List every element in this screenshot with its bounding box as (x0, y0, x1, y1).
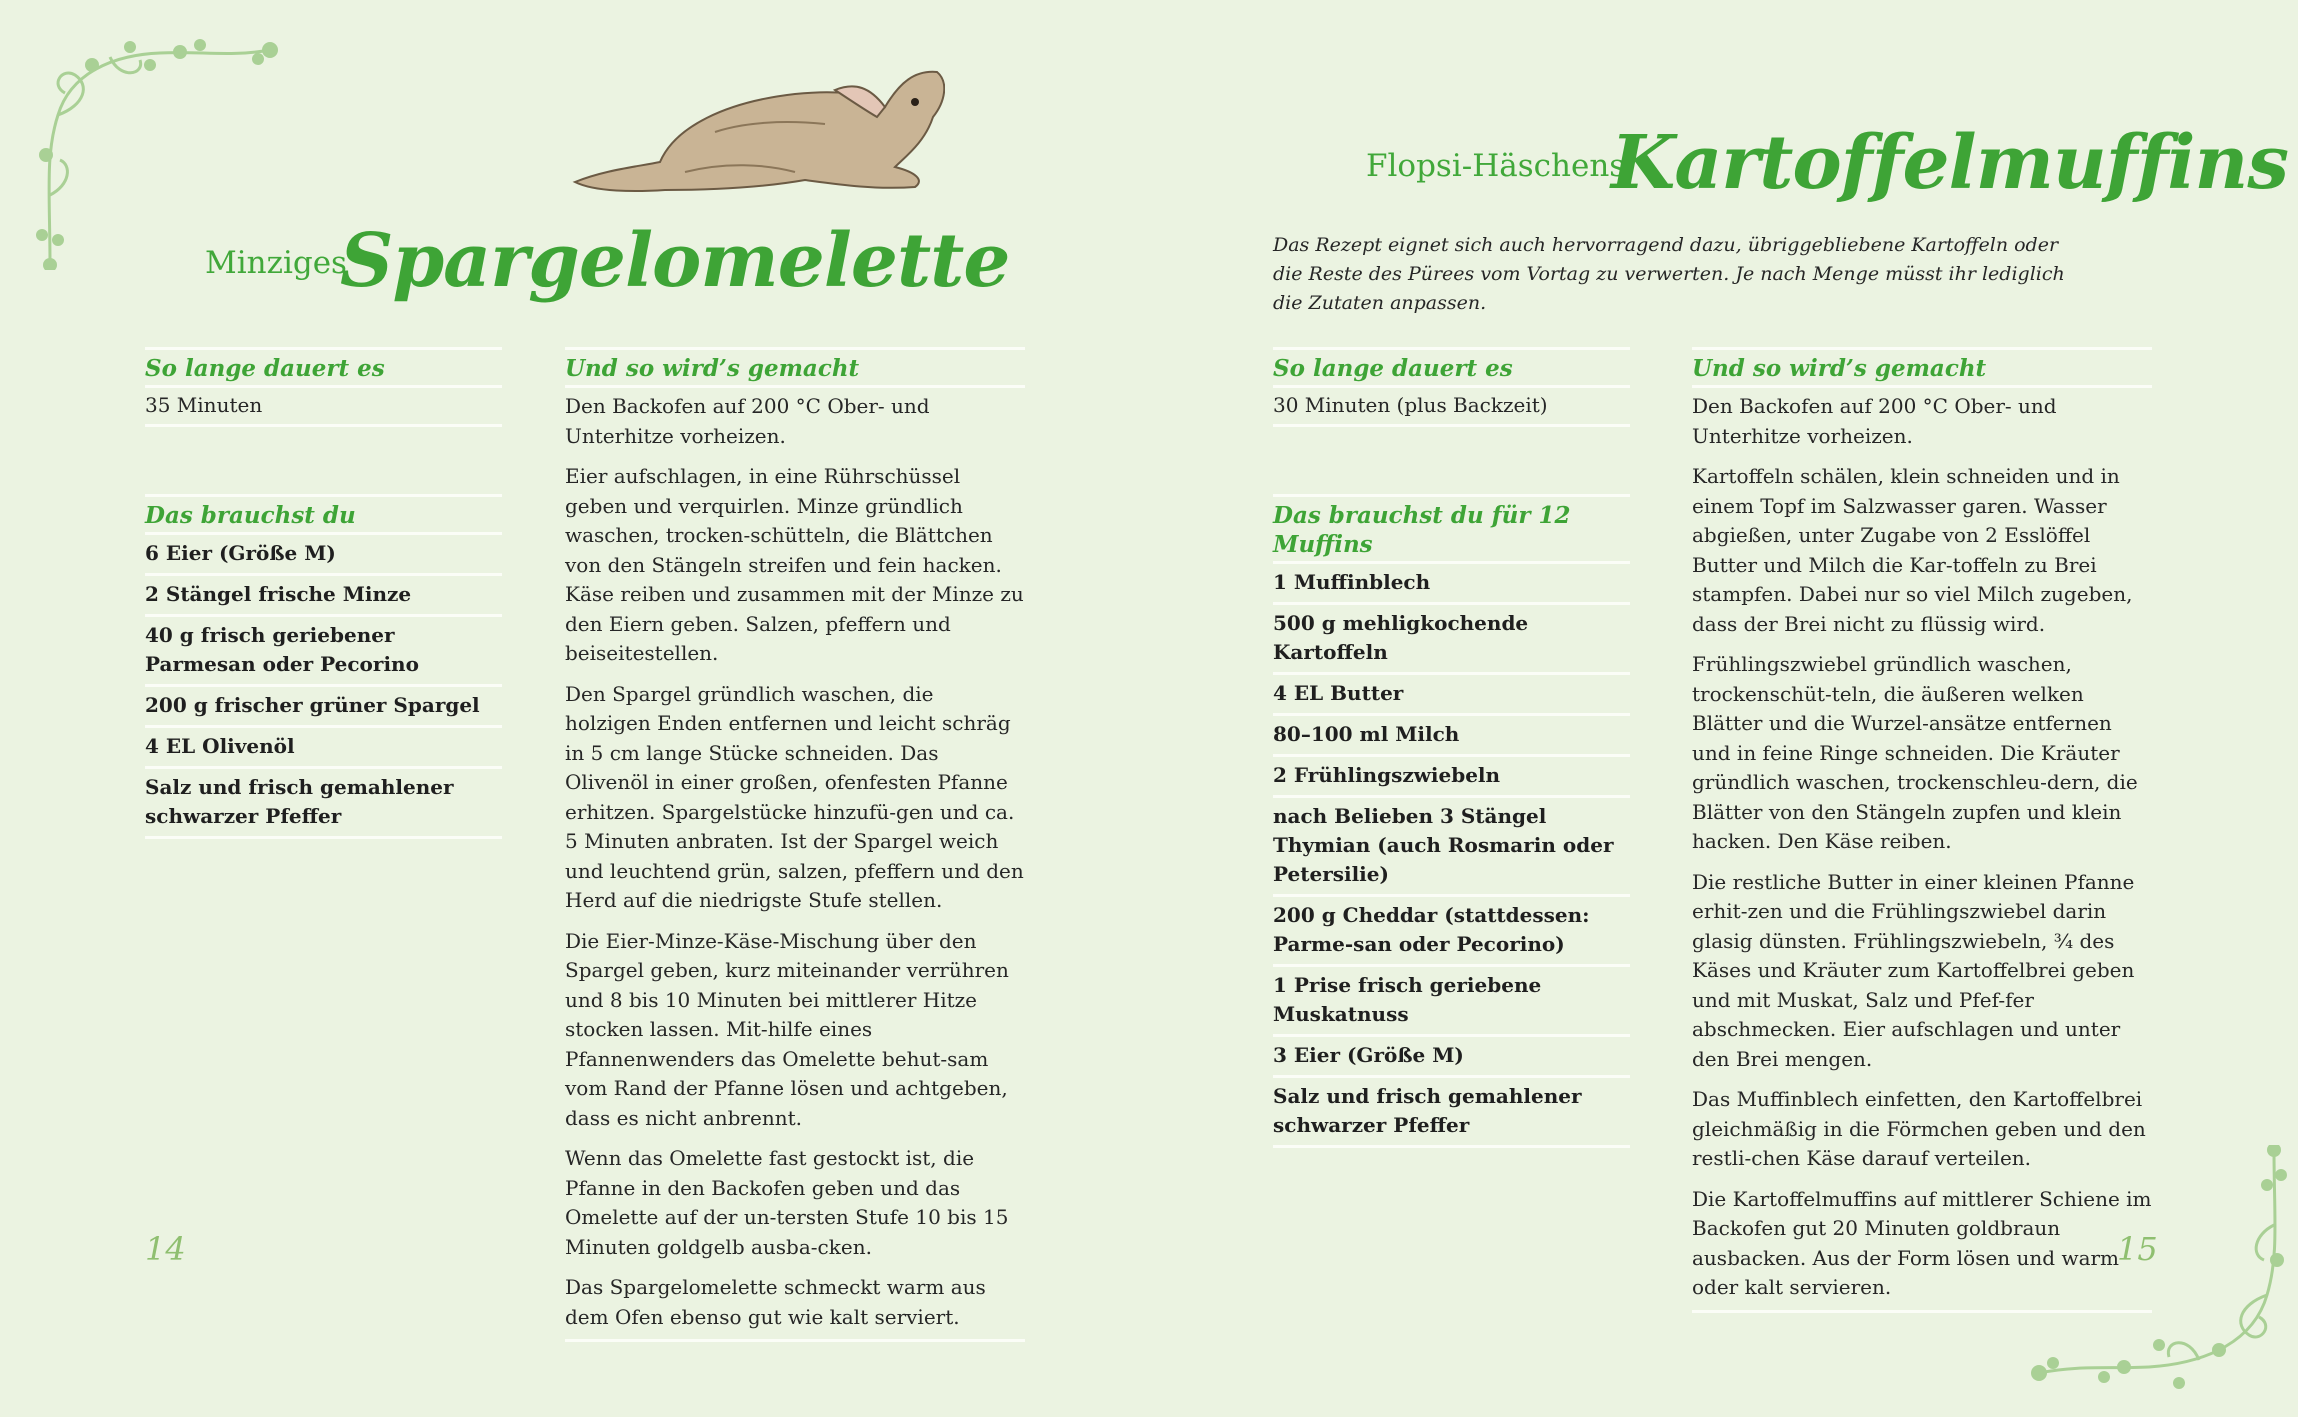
method-step: Die Eier-Minze-Käse-Mischung über den Spargel geben, kurz miteinander verrühren und 8 bis 10 Minuten bei mittlerer Hitze stocken lassen. Mit-hilfe eines Pfannenwenders das Omelette behut-sam vom Rand der Pfanne lösen und achtgeben, dass es nicht anbrennt. (565, 928, 1009, 1130)
ingredient-item: 6 Eier (Größe M) (145, 535, 502, 576)
right-page (1149, 0, 2298, 1417)
method-step: Frühlingszwiebel gründlich waschen, trockenschüt-teln, die äußeren welken Blätter und die Wurzel-ansätze entfernen und in feine Ringe schneiden. Die Kräuter gründlich waschen, trockenschleu-dern, die Blätter von den Stängeln zupfen und klein hacken. Den Käse reiben. (1692, 652, 2138, 853)
ingredient-item: 2 Stängel frische Minze (145, 576, 502, 617)
method-step: Den Backofen auf 200 °C Ober- und Unterhitze vorheizen. (1692, 394, 2057, 448)
ingredient-item: 4 EL Olivenöl (145, 728, 502, 769)
ingredient-item: 1 Muffinblech (1273, 564, 1630, 605)
ingredients-list (1273, 564, 1630, 1148)
ingredient-item: 40 g frisch geriebener Parmesan oder Pecorino (145, 617, 502, 687)
ingredients-heading: Das brauchst du für 12 Muffins (1273, 494, 1630, 564)
info-column (145, 347, 502, 839)
page-number: 15 (2117, 1230, 2158, 1268)
method-step: Die Kartoffelmuffins auf mittlerer Schiene im Backofen gut 20 Minuten goldbraun ausbacken. Aus der Form lösen und warm oder kalt servieren. (1692, 1186, 2152, 1299)
ingredient-item: nach Belieben 3 Stängel Thymian (auch Rosmarin oder Petersilie) (1273, 798, 1630, 897)
method-heading: Und so wird’s gemacht (565, 347, 1025, 388)
recipe-intro: Das Rezept eignet sich auch hervorragend dazu, übriggebliebene Kartoffeln oder die Reste des Pürees vom Vortag zu verwerten. Je nach Menge müsst ihr lediglich die Zutaten anpassen. (1273, 234, 2065, 314)
duration-value: 30 Minuten (plus Backzeit) (1273, 388, 1630, 427)
ingredient-item: 4 EL Butter (1273, 675, 1630, 716)
method-column (565, 347, 1025, 1342)
method-step: Das Muffinblech einfetten, den Kartoffelbrei gleichmäßig in die Förmchen geben und den restli-chen Käse darauf verteilen. (1692, 1087, 2146, 1170)
ingredient-item: 80–100 ml Milch (1273, 716, 1630, 757)
method-step: Das Spargelomelette schmeckt warm aus dem Ofen ebenso gut wie kalt serviert. (565, 1275, 986, 1329)
method-steps (565, 388, 1025, 1342)
info-column (1273, 347, 1630, 1148)
ingredient-item: 3 Eier (Größe M) (1273, 1037, 1630, 1078)
ingredient-item: 500 g mehligkochende Kartoffeln (1273, 605, 1630, 675)
method-step: Kartoffeln schälen, klein schneiden und in einem Topf im Salzwasser garen. Wasser abgießen, unter Zugabe von 2 Esslöffel Butter und Milch die Kar-toffeln zu Brei stampfen. Dabei nur so viel Milch zugeben, dass der Brei nicht zu flüssig wird. (1692, 464, 2133, 636)
ingredients-heading: Das brauchst du (145, 494, 502, 535)
recipe-title: Spargelomelette (340, 218, 1010, 304)
method-step: Den Spargel gründlich waschen, die holzigen Enden entfernen und leicht schräg in 5 cm lange Stücke schneiden. Das Olivenöl in einer großen, ofenfesten Pfanne erhitzen. Spargelstücke hinzufü-gen und ca. 5 Minuten anbraten. Ist der Spargel weich und leuchtend grün, salzen, pfeffern und den Herd auf die niedrigste Stufe stellen. (565, 681, 1024, 912)
duration-heading: So lange dauert es (1273, 347, 1630, 388)
recipe-title: Kartoffelmuffins (1611, 120, 2288, 206)
ingredient-item: 200 g frischer grüner Spargel (145, 687, 502, 728)
recipe-title-prefix: Minziges (205, 245, 347, 281)
ingredient-item: 2 Frühlingszwiebeln (1273, 757, 1630, 798)
ingredient-item: Salz und frisch gemahlener schwarzer Pfeffer (145, 769, 502, 839)
ingredient-item: 200 g Cheddar (stattdessen: Parme-san oder Pecorino) (1273, 897, 1630, 967)
method-step: Eier aufschlagen, in eine Rührschüssel geben und verquirlen. Minze gründlich waschen, trocken-schütteln, die Blättchen von den Stängeln streifen und fein hacken. Käse reiben und zusammen mit der Minze zu den Eiern geben. Salzen, pfeffern und beiseitestellen. (565, 464, 1024, 665)
ingredients-list (145, 535, 502, 839)
rabbit-illustration (565, 62, 945, 197)
method-step: Den Backofen auf 200 °C Ober- und Unterhitze vorheizen. (565, 394, 930, 448)
method-step: Die restliche Butter in einer kleinen Pfanne erhit-zen und die Frühlingszwiebel darin glasig dünsten. Frühlingszwiebeln, ¾ des Käses und Kräuter zum Kartoffelbrei geben und mit Muskat, Salz und Pfef-fer abschmecken. Eier aufschlagen und unter den Brei mengen. (1692, 869, 2135, 1071)
ingredient-item: 1 Prise frisch geriebene Muskatnuss (1273, 967, 1630, 1037)
method-step: Wenn das Omelette fast gestockt ist, die Pfanne in den Backofen geben und das Omelette auf der un-tersten Stufe 10 bis 15 Minuten goldgelb ausba-cken. (565, 1146, 1009, 1259)
ingredient-item: Salz und frisch gemahlener schwarzer Pfeffer (1273, 1078, 1630, 1148)
vine-ornament-bottom-right (2029, 1145, 2294, 1395)
duration-value: 35 Minuten (145, 388, 502, 427)
method-heading: Und so wird’s gemacht (1692, 347, 2152, 388)
recipe-title-prefix: Flopsi-Häschens (1366, 148, 1626, 184)
page-number: 14 (145, 1230, 186, 1268)
vine-ornament-top-left (30, 35, 280, 270)
duration-heading: So lange dauert es (145, 347, 502, 388)
